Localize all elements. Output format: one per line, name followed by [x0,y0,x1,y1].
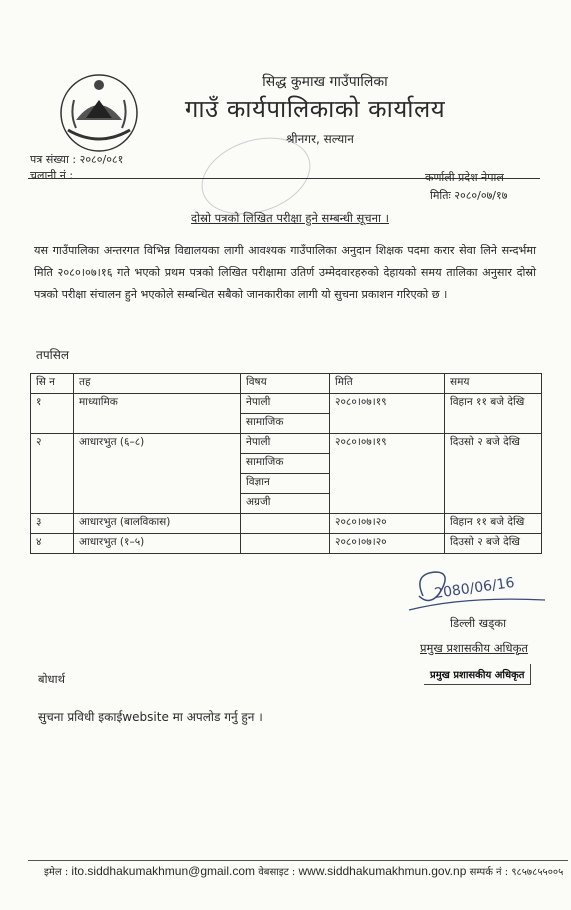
email-label: इमेल : [44,867,69,878]
cell-date: २०८०।०७।२० [330,514,445,534]
phone-number: सम्पर्क नं : ९८५७८५५००५ [469,867,564,878]
header-time: समय [445,374,542,394]
cell-subject [241,534,330,554]
header-sn: सि न [31,374,74,394]
cc-label: बोधार्थ [38,672,65,686]
footer [44,864,564,878]
table-row [31,434,542,454]
cell-sn: ४ [31,534,74,554]
signature-scribble [405,566,555,616]
notice-body: यस गाउँपालिका अन्तरगत विभिन्न विद्यालयका लागी आवश्यक गाउँपालिका अनुदान शिक्षक पदमा करार सेवा लिने सन्दर्भमा मिति २०८०।०७।१६ गते भएको प्रथम पत्रको लिखित परीक्षामा उतिर्ण उम्मेदवारहरुको देहायको समय तालिका अनुसार दोस्रो पत्रको परीक्षा संचालन हुने भएकोले सम्बन्धित सबैको जानकारीका लागी यो सुचना प्रकाशन गरिएको छ । [34,244,536,301]
cell-level: आधारभुत (बालविकास) [74,514,241,534]
municipality-name: सिद्ध कुमाख गाउँपालिका [262,74,388,90]
cell-level: आधारभुत (१–५) [74,534,241,554]
website-link[interactable]: www.siddhakumakhmun.gov.np [298,864,467,878]
cc-text: सुचना प्रविधी इकाईwebsite मा अपलोड गर्नु हुन । [38,710,263,724]
cell-level: आधारभुत (६–८) [74,434,241,514]
cell-time: विहान ११ बजे देखि [445,394,542,434]
table-row [31,394,542,414]
cell-date: २०८०।०७।१९ [330,434,445,514]
table-header-row [31,374,542,394]
cell-date: २०८०।०७।१९ [330,394,445,434]
signatory-title: प्रमुख प्रशासकीय अधिकृत [420,641,528,655]
cell-sn: २ [31,434,74,514]
letter-date: मितिः २०८०/०७/१७ [430,189,508,202]
office-address: श्रीनगर, सल्यान [286,132,354,146]
header-subject: विषय [241,374,330,394]
cell-date: २०८०।०७।२० [330,534,445,554]
cell-subject: नेपाली [241,434,330,454]
table-row [31,514,542,534]
cell-time: दिउसो २ बजे देखि [445,434,542,514]
cell-subject: नेपाली [241,394,330,414]
cell-subject: विज्ञान [241,474,330,494]
cell-time: दिउसो २ बजे देखि [445,534,542,554]
nepal-emblem-icon [56,70,142,156]
email-link[interactable]: ito.siddhakumakhmun@gmail.com [71,864,255,878]
cell-subject: अग्रजी [241,494,330,514]
cell-time: विहान ११ बजे देखि [445,514,542,534]
header-date: मिति [330,374,445,394]
footer-divider [28,860,568,861]
province: कर्णाली प्रदेश नेपाल [425,171,504,184]
cell-sn: ३ [31,514,74,534]
exam-schedule-table [30,373,542,554]
cell-subject: सामाजिक [241,454,330,474]
cell-subject [241,514,330,534]
signature-date: 2080/06/16 [433,574,516,602]
dispatch-number: चलानी नं : [30,169,74,182]
table-row [31,534,542,554]
official-seal: प्रमुख प्रशासकीय अधिकृत [424,664,531,685]
website-label: वेबसाइट : [258,867,296,878]
cell-sn: १ [31,394,74,434]
header-level: तह [74,374,241,394]
cell-subject: सामाजिक [241,414,330,434]
signatory-name: डिल्ली खड्का [450,616,507,630]
details-label: तपसिल [36,348,70,362]
office-name: गाउँ कार्यपालिकाको कार्यालय [184,95,446,123]
cell-level: माध्यामिक [74,394,241,434]
reference-number: पत्र संख्या : २०८०/०८१ [30,153,124,166]
notice-subject: दोस्रो पत्रको लिखित परीक्षा हुने सम्बन्धी सूचना । [191,211,389,225]
